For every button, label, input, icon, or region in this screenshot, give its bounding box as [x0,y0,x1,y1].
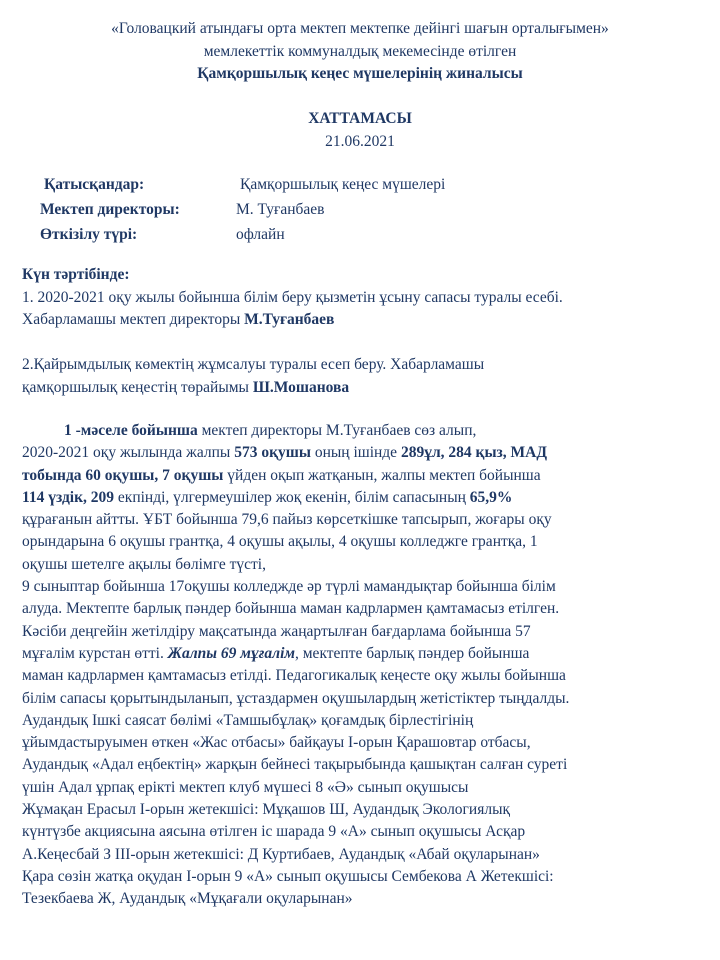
header-line-2: мемлекеттік коммуналдық мекемесінде өтілген [203,42,517,60]
students-total: 573 оқушы [234,444,311,462]
meta-row-format [0,224,720,249]
meeting-meta [0,174,720,249]
agenda-item-1-line-1: 1. 2020-2021 оқу жылы бойынша білім беру қызметін ұсыну сапасы туралы есебі. [22,288,563,306]
preschool-students: тобында 60 оқушы, 7 оқушы [22,466,224,484]
agenda-heading: Күн тәртібінде: [22,266,130,283]
minutes-body [22,420,702,911]
agenda-item-1-reporter-name: М.Туғанбаев [244,311,335,328]
body-line-2-c: оның ішінде [310,444,401,462]
body-line-5: құрағанын айтты. ҰБТ бойынша 79,6 пайыз көрсеткішке тапсырып, жоғары оқу [22,511,552,529]
agenda-item-2-reporter-role: қамқоршылық кеңестің төрайымы [22,378,253,396]
body-line-3-b: үйден оқып жатқанын, жалпы мектеп бойынша [223,466,541,484]
body-line-6: орындарына 6 оқушы грантқа, 4 оқушы ақылы, 4 оқушы колледжге грантқа, 1 [22,533,538,551]
body-line-22: Тезекбаева Ж, Аудандық «Мұқағали оқуларынан» [22,890,353,908]
body-line-19: күнтүзбе акциясына аясына өтілген іс шарада 9 «А» сынып оқушысы Асқар [22,823,526,841]
participants-value: Қамқоршылық кеңес мүшелері [240,176,446,193]
body-line-2-a: 2020-2021 оқу жылында жалпы [22,444,235,462]
agenda-item-2-line-2 [22,377,702,400]
body-line-15: ұйымдастыруымен өткен «Жас отбасы» байқауы I-орын Қарашовтар отбасы, [22,734,531,752]
meta-row-participants [0,174,720,199]
agenda-item-2-line-1: 2.Қайрымдылық көмектің жұмсалуы туралы есеп беру. Хабарламашы [22,356,485,373]
body-line-11 [22,643,702,665]
body-line-1 [22,420,702,442]
header-line-1: «Головацкий атындағы орта мектеп мектепке дейінгі шағын орталығымен» [111,20,609,37]
document-title: ХАТТАМАСЫ [308,110,412,127]
document-date: 21.06.2021 [325,132,395,150]
body-line-20: А.Кеңесбай З III-орын жетекшісі: Д Куртибаев, Аудандық «Абай оқуларынан» [22,845,540,863]
body-line-9: алуда. Мектепте барлық пәндер бойынша маман кадрлармен қамтамасыз етілген. [22,600,560,618]
body-line-13: білім сапасы қорытындыланып, ұстаздармен оқушылардың жетістіктер тыңдалды. [22,689,570,707]
agenda-spacer [22,332,702,355]
format-value: офлайн [236,226,285,243]
agenda-item-2-reporter-name: Ш.Мошанова [252,378,350,396]
body-line-2 [22,442,702,464]
agenda-item-1-line-2 [22,309,702,332]
document-header [0,18,720,86]
body-line-18: Жұмақан Ерасыл I-орын жетекшісі: Мұқашов Ш, Аудандық Экологиялық [22,801,511,819]
excellent-students: 114 үздік, 209 [22,488,115,506]
body-line-1-text: мектеп директоры М.Туғанбаев сөз алып, [197,422,477,439]
body-line-3 [22,465,702,487]
participants-label: Қатысқандар: [44,176,145,193]
quality-percent: 65,9% [469,488,513,506]
body-line-16: Аудандық «Адал еңбектің» жарқын бейнесі тақырыбында қашықтан салған суреті [22,756,568,774]
agenda-item-1-reporter-role: Хабарламашы мектеп директоры [22,311,245,328]
body-line-11-a: мұғалім курстан өтті. [22,644,168,662]
director-value: М. Туғанбаев [236,201,325,218]
body-line-8: 9 сыныптар бойынша 17оқушы колледжде әр түрлі мамандықтар бойынша білім [22,578,556,596]
document-title-block [0,108,720,153]
body-line-21: Қара сөзін жатқа оқудан I-орын 9 «А» сынып оқушысы Сембекова А Жетекшісі: [22,867,554,885]
body-line-14: Аудандық Ішкі саясат бөлімі «Тамшыбұлақ» қоғамдық бірлестігінің [22,711,474,729]
format-label: Өткізілу түрі: [40,226,138,243]
agenda [22,264,702,399]
header-line-3: Қамқоршылық кеңес мүшелерінің жиналысы [197,65,523,82]
body-line-4-b: екпінді, үлгермеушілер жоқ екенін, білім сапасының [114,488,470,506]
body-line-7: оқушы шетелге ақылы бөлімге түсті, [22,555,266,573]
director-label: Мектеп директоры: [40,201,180,218]
students-breakdown: 289ұл, 284 қыз, МАД [400,444,548,462]
body-line-11-c: , мектепте барлық пәндер бойынша [295,644,530,662]
issue-1-label: 1 -мәселе бойынша [64,422,198,439]
body-line-12: маман кадрлармен қамтамасыз етілді. Педагогикалық кеңесте оқу жылы бойынша [22,667,566,685]
body-line-10: Кәсіби деңгейін жетілдіру мақсатында жаңартылған бағдарлама бойынша 57 [22,622,531,640]
meta-row-director [0,199,720,224]
body-line-4 [22,487,702,509]
teachers-total: Жалпы 69 мұғалім [167,644,295,662]
body-line-17: үшін Адал ұрпақ ерікті мектеп клуб мүшесі 8 «Ә» сынып оқушысы [22,778,469,796]
